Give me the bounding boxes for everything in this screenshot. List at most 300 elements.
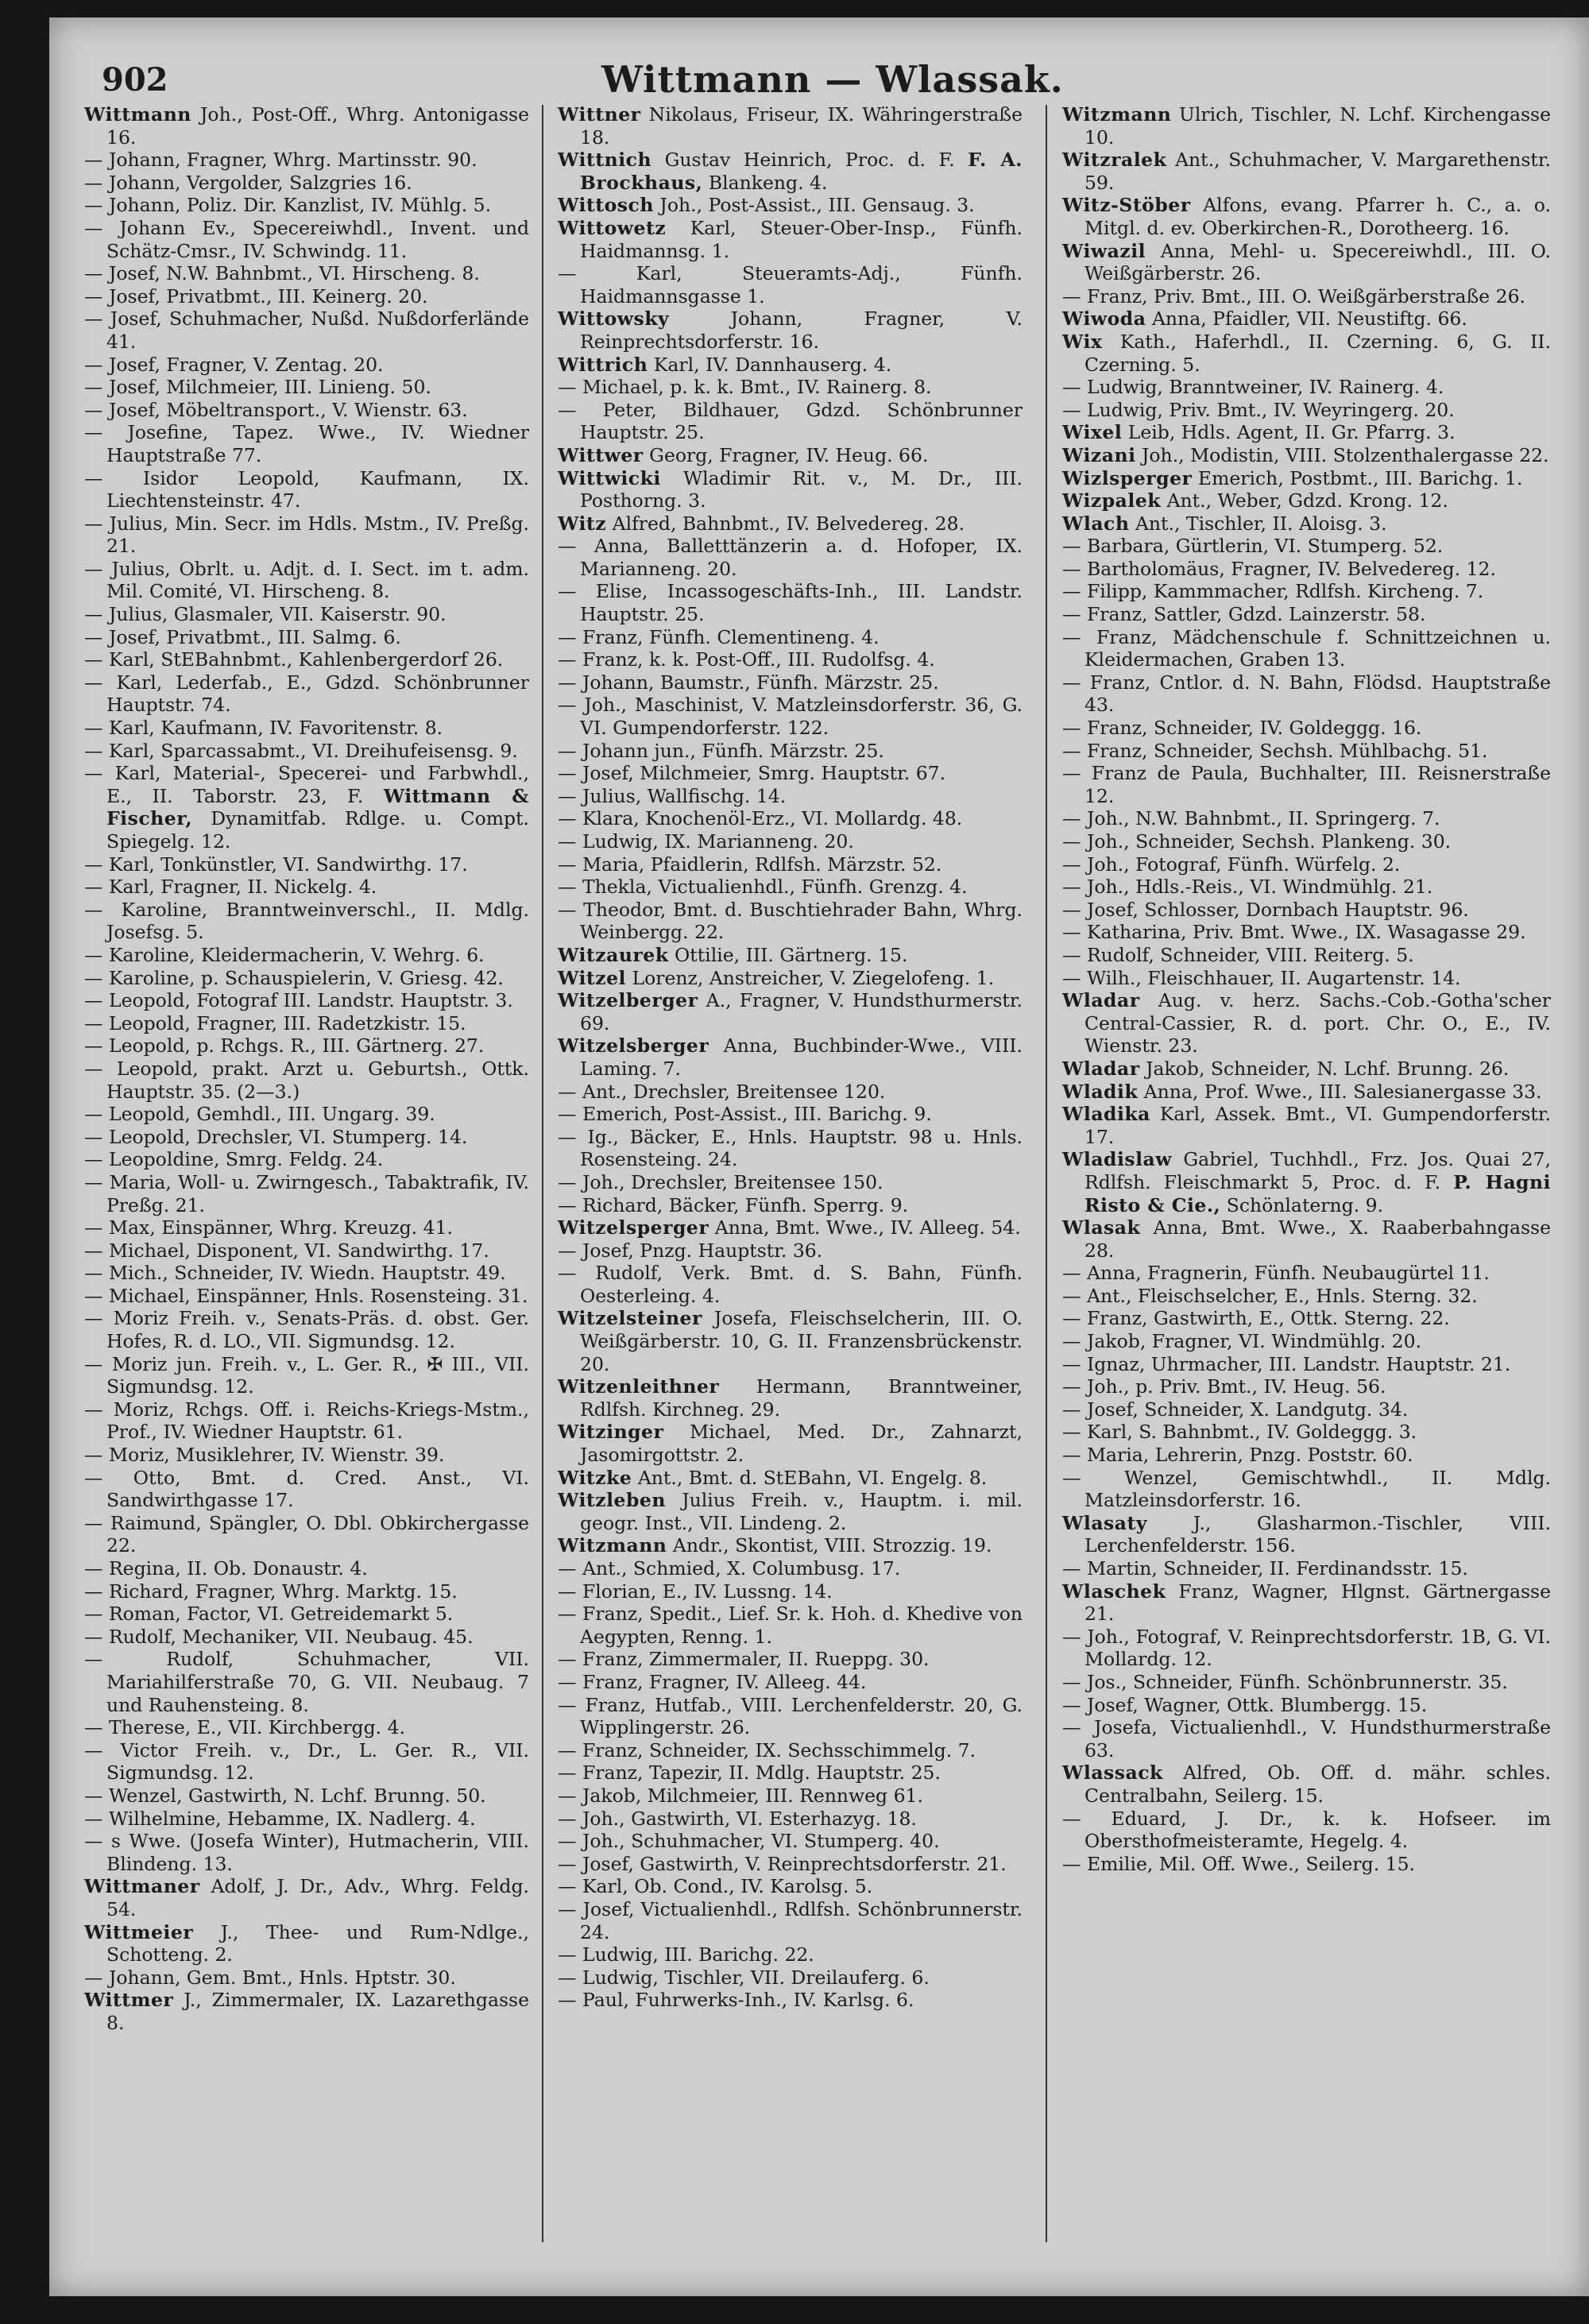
entry-surname: Wittowetz bbox=[558, 216, 667, 239]
entry-firm-name: Wittmann & Fischer, bbox=[106, 784, 529, 830]
entry-surname: Wizpalek bbox=[1062, 489, 1162, 512]
directory-entry bbox=[558, 853, 1023, 876]
directory-entry bbox=[1062, 444, 1551, 467]
entry-surname: Wlaschek bbox=[1062, 1580, 1166, 1603]
directory-entry bbox=[1062, 1058, 1551, 1081]
entry-surname: Wixel bbox=[1062, 421, 1123, 444]
directory-entry bbox=[558, 876, 1023, 899]
directory-entry bbox=[558, 899, 1023, 944]
entry-details: — Ant., Drechsler, Breitensee 120. bbox=[558, 1080, 886, 1103]
directory-entry bbox=[84, 1467, 529, 1512]
directory-entry bbox=[1062, 944, 1551, 967]
entry-details: — Ludwig, III. Barichg. 22. bbox=[558, 1943, 814, 1966]
entry-details: — Franz de Paula, Buchhalter, III. Reisnerstraße 12. bbox=[1062, 762, 1551, 807]
entry-details: Leib, Hdls. Agent, II. Gr. Pfarrg. 3. bbox=[1127, 421, 1456, 444]
entry-surname: Witzelsteiner bbox=[558, 1307, 702, 1330]
directory-entry bbox=[1062, 1148, 1551, 1216]
entry-surname: Wittwer bbox=[558, 443, 644, 466]
directory-entry bbox=[84, 1171, 529, 1216]
entry-details: — Max, Einspänner, Whrg. Kreuzg. 41. bbox=[84, 1216, 453, 1239]
entry-details: Anna, Prof. Wwe., III. Salesianergasse 33. bbox=[1143, 1080, 1542, 1103]
directory-entry bbox=[84, 1034, 529, 1058]
directory-entry bbox=[84, 1126, 529, 1149]
directory-entry bbox=[558, 944, 1023, 967]
directory-entry bbox=[558, 1875, 1023, 1898]
directory-entry bbox=[558, 1194, 1023, 1217]
entry-details: Joh., Post-Assist., III. Gensaug. 3. bbox=[659, 194, 975, 217]
entry-details: — Leopoldine, Smrg. Feldg. 24. bbox=[84, 1148, 384, 1171]
column-divider bbox=[542, 105, 543, 2242]
entry-details: — Jakob, Fragner, VI. Windmühlg. 20. bbox=[1062, 1330, 1422, 1353]
entry-details: — Franz, Zimmermaler, II. Rueppg. 30. bbox=[558, 1648, 930, 1671]
directory-entry bbox=[1062, 512, 1551, 536]
page-title: Wittmann — Wlassak. bbox=[601, 58, 1064, 101]
directory-entry bbox=[84, 944, 529, 967]
directory-entry bbox=[84, 512, 529, 558]
entry-details: — Moriz Freih. v., Senats-Präs. d. obst. Ger. Hofes, R. d. LO., VII. Sigmundsg. 12. bbox=[84, 1307, 529, 1353]
entry-details: — Anna, Fragnerin, Fünfh. Neubaugürtel 11. bbox=[1062, 1262, 1490, 1285]
entry-details: — Richard, Bäcker, Fünfh. Sperrg. 9. bbox=[558, 1193, 909, 1216]
entry-details: — Franz, Schneider, IX. Sechsschimmelg. 7. bbox=[558, 1738, 976, 1761]
entry-details: — Leopold, Fotograf III. Landstr. Hauptstr. 3. bbox=[84, 989, 513, 1012]
entry-details: — Karoline, Kleidermacherin, V. Wehrg. 6. bbox=[84, 943, 485, 966]
entry-details: Julius Freih. v., Hauptm. i. mil. geogr. Inst., VII. Lindeng. 2. bbox=[580, 1489, 1023, 1534]
directory-entry bbox=[558, 1467, 1023, 1490]
directory-entry bbox=[84, 1239, 529, 1263]
directory-entry bbox=[558, 1808, 1023, 1831]
entry-details: Joh., Modistin, VIII. Stolzenthalergasse 22. bbox=[1141, 443, 1549, 466]
entry-surname: Witzleben bbox=[558, 1489, 666, 1512]
entry-surname: Wiwoda bbox=[1062, 307, 1146, 331]
entry-details: — Ludwig, Priv. Bmt., IV. Weyringerg. 20. bbox=[1062, 398, 1455, 421]
entry-surname: Witzel bbox=[558, 966, 626, 989]
entry-details: — Joh., Gastwirth, VI. Esterhazyg. 18. bbox=[558, 1807, 917, 1830]
directory-entry bbox=[84, 1444, 529, 1467]
entry-details: Joh., Post-Off., Whrg. Antonigasse 16. bbox=[106, 103, 529, 149]
directory-entry bbox=[84, 1103, 529, 1126]
directory-entry bbox=[558, 671, 1023, 694]
directory-entry bbox=[84, 285, 529, 308]
entry-surname: Witzelsberger bbox=[558, 1034, 709, 1058]
directory-entry bbox=[558, 740, 1023, 763]
entry-details: — Michael, Disponent, VI. Sandwirthg. 17. bbox=[84, 1239, 489, 1262]
entry-firm-name: F. A. Brockhaus, bbox=[580, 149, 1023, 194]
directory-entry bbox=[1062, 899, 1551, 922]
entry-details: — Ignaz, Uhrmacher, III. Landstr. Hauptstr. 21. bbox=[1062, 1352, 1511, 1375]
entry-surname: Wittmann bbox=[84, 103, 191, 126]
directory-entry bbox=[558, 1081, 1023, 1104]
directory-entry bbox=[558, 307, 1023, 353]
directory-entry bbox=[84, 853, 529, 876]
directory-entry bbox=[1062, 103, 1551, 149]
entry-details: — Franz, Spedit., Lief. Sr. k. Hoh. d. Khedive von Aegypten, Renng. 1. bbox=[558, 1603, 1023, 1648]
entry-details-continued: Dynamitfab. Rdlge. u. Compt. Spiegelg. 12. bbox=[106, 807, 529, 853]
directory-entry bbox=[558, 444, 1023, 467]
entry-details-continued: Schönlaterng. 9. bbox=[1226, 1193, 1384, 1216]
entry-details: — Ant., Schmied, X. Columbusg. 17. bbox=[558, 1557, 901, 1580]
directory-entry bbox=[84, 1808, 529, 1831]
directory-entry bbox=[84, 1830, 529, 1875]
entry-surname: Witzke bbox=[558, 1466, 632, 1489]
entry-details: — Ludwig, Branntweiner, IV. Rainerg. 4. bbox=[1062, 376, 1444, 399]
entry-details: — Rudolf, Schneider, VIII. Reiterg. 5. bbox=[1062, 943, 1414, 966]
entry-details: — Roman, Factor, VI. Getreidemarkt 5. bbox=[84, 1603, 454, 1626]
entry-surname: Witzmann bbox=[1062, 103, 1172, 126]
entry-details: Alfred, Bahnbmt., IV. Belvedereg. 28. bbox=[612, 512, 965, 535]
entry-details: — Josef, N.W. Bahnbmt., VI. Hirscheng. 8. bbox=[84, 262, 480, 285]
entry-details: — Wilh., Fleischhauer, II. Augartenstr. 14. bbox=[1062, 966, 1461, 989]
entry-details: — Franz, Hutfab., VIII. Lerchenfelderstr. 20, G. Wipplingerstr. 26. bbox=[558, 1693, 1023, 1739]
directory-entry bbox=[1062, 535, 1551, 558]
entry-details: — Franz, Fünfh. Clementineng. 4. bbox=[558, 625, 880, 648]
directory-entry bbox=[84, 1557, 529, 1580]
directory-column-1 bbox=[84, 103, 529, 2034]
entry-details: Karl, Assek. Bmt., VI. Gumpendorferstr. 17. bbox=[1084, 1103, 1551, 1148]
directory-entry bbox=[84, 1989, 529, 2034]
entry-details: — Joh., p. Priv. Bmt., IV. Heug. 56. bbox=[1062, 1375, 1386, 1398]
entry-details: — Paul, Fuhrwerks-Inh., IV. Karlsg. 6. bbox=[558, 1989, 914, 2012]
entry-details: — Johann, Fragner, Whrg. Martinsstr. 90. bbox=[84, 149, 477, 172]
directory-entry bbox=[558, 1307, 1023, 1375]
directory-entry bbox=[84, 1262, 529, 1285]
entry-surname: Witzenleithner bbox=[558, 1375, 720, 1398]
entry-details: — Victor Freih. v., Dr., L. Ger. R., VII. Sigmundsg. 12. bbox=[84, 1738, 529, 1785]
directory-entry bbox=[558, 648, 1023, 671]
entry-details: — Ludwig, Tischler, VII. Dreilauferg. 6. bbox=[558, 1966, 930, 1989]
directory-entry bbox=[84, 172, 529, 195]
entry-details: — Wenzel, Gemischtwhdl., II. Mdlg. Matzleinsdorferstr. 16. bbox=[1062, 1466, 1551, 1512]
entry-details: — Jos., Schneider, Fünfh. Schönbrunnerstr. 35. bbox=[1062, 1670, 1508, 1693]
entry-details: — Johann, Baumstr., Fünfh. Märzstr. 25. bbox=[558, 671, 939, 694]
directory-entry bbox=[1062, 1421, 1551, 1444]
entry-details: Alfred, Ob. Off. d. mähr. schles. Centralbahn, Seilerg. 15. bbox=[1084, 1761, 1551, 1807]
directory-entry bbox=[1062, 1512, 1551, 1557]
entry-details: — Karoline, Branntweinverschl., II. Mdlg. Josefsg. 5. bbox=[84, 898, 529, 944]
entry-surname: Wittmer bbox=[84, 1989, 174, 2012]
directory-entry bbox=[558, 1103, 1023, 1126]
directory-entry bbox=[1062, 989, 1551, 1058]
directory-entry bbox=[558, 1898, 1023, 1943]
entry-details: Franz, Wagner, Hlgnst. Gärtnergasse 21. bbox=[1084, 1580, 1551, 1626]
entry-surname: Witzralek bbox=[1062, 149, 1167, 172]
directory-entry bbox=[84, 1398, 529, 1444]
directory-entry bbox=[84, 1512, 529, 1557]
entry-details: — Karl, Fragner, II. Nickelg. 4. bbox=[84, 876, 377, 899]
entry-details: Wladimir Rit. v., M. Dr., III. Posthorng. 3. bbox=[580, 466, 1023, 512]
entry-details: — Joh., Schuhmacher, VI. Stumperg. 40. bbox=[558, 1830, 940, 1853]
directory-entry bbox=[1062, 853, 1551, 876]
entry-details: — Ig., Bäcker, E., Hnls. Hauptstr. 98 u. Hnls. Rosensteing. 24. bbox=[558, 1125, 1023, 1171]
directory-entry bbox=[1062, 194, 1551, 239]
entry-details: — Joh., Hdls.-Reis., VI. Windmühlg. 21. bbox=[1062, 876, 1433, 899]
entry-details: Josefa, Fleischselcherin, III. O. Weißgärberstr. 10, G. II. Franzensbrückenstr. 20. bbox=[580, 1307, 1023, 1375]
entry-details: Emerich, Postbmt., III. Barichg. 1. bbox=[1197, 466, 1523, 489]
entry-details: — Julius, Glasmaler, VII. Kaiserstr. 90. bbox=[84, 603, 447, 626]
directory-entry bbox=[1062, 1330, 1551, 1353]
entry-details: — Josef, Gastwirth, V. Reinprechtsdorferstr. 21. bbox=[558, 1852, 1007, 1875]
directory-entry bbox=[558, 1171, 1023, 1194]
directory-entry bbox=[84, 1012, 529, 1035]
entry-surname: Wlasak bbox=[1062, 1216, 1141, 1239]
directory-entry bbox=[1062, 671, 1551, 717]
directory-entry bbox=[1062, 1626, 1551, 1671]
entry-details: Gabriel, Tuchhdl., Frz. Jos. Quai 27, Rdlfsh. Fleischmarkt 5, Proc. d. F. bbox=[1084, 1148, 1551, 1193]
entry-details: — Leopold, Gemhdl., III. Ungarg. 39. bbox=[84, 1103, 435, 1126]
directory-entry bbox=[558, 467, 1023, 512]
entry-details: — Therese, E., VII. Kirchbergg. 4. bbox=[84, 1716, 406, 1739]
entry-details: Johann, Fragner, V. Reinprechtsdorferstr. 16. bbox=[580, 307, 1023, 353]
entry-details: Anna, Pfaidler, VII. Neustiftg. 66. bbox=[1151, 307, 1467, 331]
entry-details: — Julius, Min. Secr. im Hdls. Mstm., IV. Preßg. 21. bbox=[84, 512, 529, 558]
entry-details: — Mich., Schneider, IV. Wiedn. Hauptstr. 49. bbox=[84, 1262, 506, 1285]
directory-entry bbox=[558, 694, 1023, 739]
entry-details: Anna, Bmt. Wwe., IV. Alleeg. 54. bbox=[714, 1216, 1021, 1239]
directory-entry bbox=[558, 194, 1023, 217]
entry-details: Ant., Weber, Gdzd. Krong. 12. bbox=[1166, 489, 1448, 512]
directory-entry bbox=[1062, 967, 1551, 990]
directory-entry bbox=[558, 1761, 1023, 1785]
entry-surname: Wizlsperger bbox=[1062, 466, 1193, 489]
directory-entry bbox=[558, 1785, 1023, 1808]
entry-details: — Julius, Obrlt. u. Adjt. d. I. Sect. im t. adm. Mil. Comité, VI. Hirscheng. 8. bbox=[84, 557, 529, 603]
directory-entry bbox=[84, 989, 529, 1012]
entry-details: — Joh., Fotograf, Fünfh. Würfelg. 2. bbox=[1062, 853, 1401, 876]
directory-entry bbox=[1062, 376, 1551, 399]
entry-details: — Wenzel, Gastwirth, N. Lchf. Brunng. 50. bbox=[84, 1784, 486, 1807]
entry-details: — Karoline, p. Schauspielerin, V. Griesg. 42. bbox=[84, 966, 504, 989]
directory-entry bbox=[1062, 149, 1551, 194]
entry-details: — Raimund, Spängler, O. Dbl. Obkirchergasse 22. bbox=[84, 1511, 529, 1557]
directory-entry bbox=[84, 217, 529, 262]
directory-entry bbox=[558, 376, 1023, 399]
entry-surname: Witzinger bbox=[558, 1421, 664, 1444]
entry-details: — Ant., Fleischselcher, E., Hnls. Sterng. 32. bbox=[1062, 1284, 1478, 1307]
entry-details: Kath., Haferhdl., II. Czerning. 6, G. II. Czerning. 5. bbox=[1084, 330, 1551, 376]
directory-entry bbox=[84, 899, 529, 944]
entry-details: Adolf, J. Dr., Adv., Whrg. Feldg. 54. bbox=[106, 1875, 529, 1920]
directory-entry bbox=[84, 1739, 529, 1785]
entry-details: — Karl, Lederfab., E., Gdzd. Schönbrunner Hauptstr. 74. bbox=[84, 671, 529, 717]
directory-entry bbox=[84, 1716, 529, 1739]
entry-details: — Josef, Schneider, X. Landgutg. 34. bbox=[1062, 1398, 1409, 1421]
directory-entry bbox=[1062, 1103, 1551, 1148]
entry-details: — Elise, Incassogeschäfts-Inh., III. Landstr. Hauptstr. 25. bbox=[558, 580, 1023, 626]
directory-entry bbox=[1062, 1557, 1551, 1580]
directory-entry bbox=[84, 967, 529, 990]
directory-entry bbox=[558, 1671, 1023, 1694]
directory-entry bbox=[1062, 1808, 1551, 1853]
entry-details: — Karl, Ob. Cond., IV. Karolsg. 5. bbox=[558, 1875, 873, 1898]
directory-entry bbox=[558, 1739, 1023, 1762]
entry-details: — Josef, Victualienhdl., Rdlfsh. Schönbrunnerstr. 24. bbox=[558, 1897, 1023, 1943]
entry-details: — Karl, Material-, Specerei- und Farbwhdl., E., II. Taborstr. 23, F. bbox=[84, 762, 529, 807]
entry-details: — Joh., Fotograf, V. Reinprechtsdorferstr. 1B, G. VI. Mollardg. 12. bbox=[1062, 1625, 1551, 1671]
entry-details: — Franz, k. k. Post-Off., III. Rudolfsg. 4. bbox=[558, 648, 935, 671]
entry-details: — Franz, Fragner, IV. Alleeg. 44. bbox=[558, 1670, 867, 1693]
entry-surname: Witzaurek bbox=[558, 943, 669, 966]
entry-details: Jakob, Schneider, N. Lchf. Brunng. 26. bbox=[1146, 1057, 1510, 1080]
entry-details: — Thekla, Victualienhdl., Fünfh. Grenzg. 4. bbox=[558, 876, 968, 899]
directory-entry bbox=[84, 671, 529, 717]
entry-details: Nikolaus, Friseur, IX. Währingerstraße 18. bbox=[580, 103, 1023, 149]
entry-details: — Franz, Cntlor. d. N. Bahn, Flödsd. Hauptstraße 43. bbox=[1062, 671, 1551, 717]
entry-details: — Theodor, Bmt. d. Buschtiehrader Bahn, Whrg. Weinbergg. 22. bbox=[558, 898, 1023, 944]
directory-entry bbox=[84, 1148, 529, 1171]
entry-details: — Emerich, Post-Assist., III. Barichg. 9. bbox=[558, 1103, 932, 1126]
directory-entry bbox=[558, 1580, 1023, 1603]
directory-entry bbox=[84, 876, 529, 899]
entry-details: — Rudolf, Schuhmacher, VII. Mariahilferstraße 70, G. VII. Neubaug. 7 und Rauhensteing. 8. bbox=[84, 1648, 529, 1716]
directory-entry bbox=[558, 1853, 1023, 1876]
directory-entry bbox=[558, 149, 1023, 194]
directory-entry bbox=[558, 1966, 1023, 1990]
entry-details: — Karl, S. Bahnbmt., IV. Goldeggg. 3. bbox=[1062, 1421, 1417, 1444]
directory-entry bbox=[1062, 1671, 1551, 1694]
directory-entry bbox=[84, 740, 529, 763]
entry-details: — Michael, p. k. k. Bmt., IV. Rainerg. 8. bbox=[558, 376, 932, 399]
entry-details: — Karl, Tonkünstler, VI. Sandwirthg. 17. bbox=[84, 853, 468, 876]
directory-entry bbox=[1062, 580, 1551, 603]
entry-surname: Witz bbox=[558, 512, 607, 535]
directory-entry bbox=[1062, 1716, 1551, 1761]
directory-entry bbox=[1062, 1216, 1551, 1262]
directory-entry bbox=[558, 1216, 1023, 1239]
directory-entry bbox=[558, 1830, 1023, 1853]
entry-details: — Isidor Leopold, Kaufmann, IX. Liechtensteinstr. 47. bbox=[84, 466, 529, 512]
entry-details: — Otto, Bmt. d. Cred. Anst., VI. Sandwirthgasse 17. bbox=[84, 1466, 529, 1512]
directory-entry bbox=[1062, 1580, 1551, 1626]
directory-entry bbox=[1062, 399, 1551, 422]
entry-surname: Wiwazil bbox=[1062, 239, 1146, 262]
entry-details: — Leopold, prakt. Arzt u. Geburtsh., Ottk. Hauptstr. 35. (2—3.) bbox=[84, 1057, 529, 1103]
directory-entry bbox=[1062, 1375, 1551, 1398]
directory-entry bbox=[558, 1375, 1023, 1421]
entry-details: — Franz, Mädchenschule f. Schnittzeichnen u. Kleidermachen, Graben 13. bbox=[1062, 625, 1551, 671]
page-number: 902 bbox=[102, 61, 168, 99]
entry-details: — Rudolf, Verk. Bmt. d. S. Bahn, Fünfh. Oesterleing. 4. bbox=[558, 1262, 1023, 1307]
entry-details: — Leopold, Fragner, III. Radetzkistr. 15. bbox=[84, 1011, 466, 1034]
directory-entry bbox=[84, 149, 529, 172]
entry-details: — Joh., Schneider, Sechsh. Plankeng. 30. bbox=[1062, 830, 1452, 853]
entry-details: Aug. v. herz. Sachs.-Cob.-Gotha'scher Central-Cassier, R. d. port. Chr. O., E., IV. Wienstr. 23. bbox=[1084, 989, 1551, 1058]
directory-entry bbox=[1062, 421, 1551, 444]
entry-details: — Emilie, Mil. Off. Wwe., Seilerg. 15. bbox=[1062, 1852, 1416, 1875]
entry-details-continued: Blankeng. 4. bbox=[708, 171, 828, 194]
entry-details: Michael, Med. Dr., Zahnarzt, Jasomirgottstr. 2. bbox=[580, 1421, 1023, 1467]
directory-entry bbox=[84, 354, 529, 377]
entry-details: — Peter, Bildhauer, Gdzd. Schönbrunner Hauptstr. 25. bbox=[558, 398, 1023, 444]
entry-surname: Wladika bbox=[1062, 1103, 1150, 1126]
directory-entry bbox=[1062, 762, 1551, 807]
directory-entry bbox=[558, 989, 1023, 1034]
entry-details: — Karl, Steueramts-Adj., Fünfh. Haidmannsgasse 1. bbox=[558, 262, 1023, 307]
directory-entry bbox=[84, 1307, 529, 1352]
directory-entry bbox=[84, 1626, 529, 1649]
entry-surname: Wittmaner bbox=[84, 1875, 200, 1898]
entry-details: Alfons, evang. Pfarrer h. C., a. o. Mitgl. d. ev. Oberkirchen-R., Dorotheerg. 16. bbox=[1084, 194, 1551, 239]
directory-entry bbox=[558, 1489, 1023, 1534]
entry-details: Lorenz, Anstreicher, V. Ziegelofeng. 1. bbox=[632, 966, 995, 989]
entry-details: — Klara, Knochenöl-Erz., VI. Mollardg. 48. bbox=[558, 807, 963, 830]
directory-entry bbox=[558, 1239, 1023, 1263]
entry-surname: Wittnich bbox=[558, 149, 652, 172]
directory-entry bbox=[84, 558, 529, 603]
entry-details: — Richard, Fragner, Whrg. Marktg. 15. bbox=[84, 1580, 458, 1603]
directory-entry bbox=[1062, 717, 1551, 740]
directory-entry bbox=[558, 626, 1023, 649]
directory-entry bbox=[558, 580, 1023, 625]
entry-details: — Florian, E., IV. Lussng. 14. bbox=[558, 1580, 833, 1603]
directory-entry bbox=[1062, 240, 1551, 285]
entry-details: — Franz, Schneider, IV. Goldeggg. 16. bbox=[1062, 717, 1422, 740]
entry-details: — Rudolf, Mechaniker, VII. Neubaug. 45. bbox=[84, 1625, 474, 1648]
entry-details: — Johann, Vergolder, Salzgries 16. bbox=[84, 171, 412, 194]
directory-entry bbox=[1062, 830, 1551, 853]
entry-details: — Franz, Schneider, Sechsh. Mühlbachg. 51. bbox=[1062, 739, 1488, 762]
directory-entry bbox=[558, 762, 1023, 785]
entry-details: Karl, Steuer-Ober-Insp., Fünfh. Haidmannsg. 1. bbox=[580, 216, 1023, 262]
entry-details: — Leopold, Drechsler, VI. Stumperg. 14. bbox=[84, 1125, 468, 1148]
entry-details: — Filipp, Kammmacher, Rdlfsh. Kircheng. 7. bbox=[1062, 580, 1484, 603]
entry-details: — Josefine, Tapez. Wwe., IV. Wiedner Hauptstraße 77. bbox=[84, 421, 529, 466]
entry-details: — Katharina, Priv. Bmt. Wwe., IX. Wasagasse 29. bbox=[1062, 921, 1526, 944]
entry-surname: Wizani bbox=[1062, 443, 1136, 466]
entry-details: — Karl, Sparcassabmt., VI. Dreihufeisensg. 9. bbox=[84, 739, 518, 762]
directory-entry bbox=[84, 1353, 529, 1398]
directory-entry bbox=[1062, 1081, 1551, 1104]
directory-entry bbox=[1062, 740, 1551, 763]
entry-surname: Wittwicki bbox=[558, 466, 661, 489]
directory-entry bbox=[84, 376, 529, 399]
directory-entry bbox=[84, 626, 529, 649]
entry-details: — Bartholomäus, Fragner, IV. Belvedereg. 12. bbox=[1062, 557, 1496, 580]
directory-entry bbox=[558, 785, 1023, 808]
entry-surname: Wladislaw bbox=[1062, 1148, 1173, 1171]
directory-entry bbox=[558, 807, 1023, 830]
directory-entry bbox=[84, 1285, 529, 1308]
entry-details: Anna, Buchbinder-Wwe., VIII. Laming. 7. bbox=[580, 1034, 1023, 1080]
entry-details: — Joh., Drechsler, Breitensee 150. bbox=[558, 1170, 883, 1193]
directory-entry bbox=[1062, 603, 1551, 626]
page-header bbox=[102, 58, 1564, 109]
entry-details: — Franz, Priv. Bmt., III. O. Weißgärberstraße 26. bbox=[1062, 284, 1526, 307]
directory-entry bbox=[1062, 1307, 1551, 1330]
entry-surname: Wlach bbox=[1062, 512, 1130, 535]
directory-entry bbox=[558, 1603, 1023, 1648]
entry-details: — Franz, Gastwirth, E., Ottk. Sterng. 22. bbox=[1062, 1307, 1450, 1330]
entry-details: — Eduard, J. Dr., k. k. Hofseer. im Obersthofmeisteramte, Hegelg. 4. bbox=[1062, 1807, 1551, 1853]
entry-surname: Wladik bbox=[1062, 1080, 1139, 1103]
directory-entry bbox=[1062, 307, 1551, 331]
entry-details: — Franz, Tapezir, II. Mdlg. Hauptstr. 25. bbox=[558, 1761, 941, 1785]
entry-details: — Julius, Wallfischg. 14. bbox=[558, 784, 787, 807]
directory-entry bbox=[84, 603, 529, 626]
directory-entry bbox=[1062, 1444, 1551, 1467]
directory-entry bbox=[1062, 1694, 1551, 1717]
directory-entry bbox=[1062, 1761, 1551, 1807]
entry-details: — s Wwe. (Josefa Winter), Hutmacherin, VIII. Blindeng. 13. bbox=[84, 1830, 529, 1875]
entry-details: — Jakob, Milchmeier, III. Rennweg 61. bbox=[558, 1784, 923, 1807]
directory-entry bbox=[84, 103, 529, 149]
directory-entry bbox=[84, 1875, 529, 1920]
directory-entry bbox=[558, 535, 1023, 580]
entry-details: J., Zimmermaler, IX. Lazarethgasse 8. bbox=[106, 1989, 529, 2034]
directory-entry bbox=[1062, 467, 1551, 490]
directory-column-3 bbox=[1062, 103, 1551, 1875]
directory-entry bbox=[1062, 331, 1551, 376]
entry-details: Ant., Bmt. d. StEBahn, VI. Engelg. 8. bbox=[637, 1466, 988, 1489]
entry-details: — Joh., Maschinist, V. Matzleinsdorferstr. 36, G. VI. Gumpendorferstr. 122. bbox=[558, 694, 1023, 740]
